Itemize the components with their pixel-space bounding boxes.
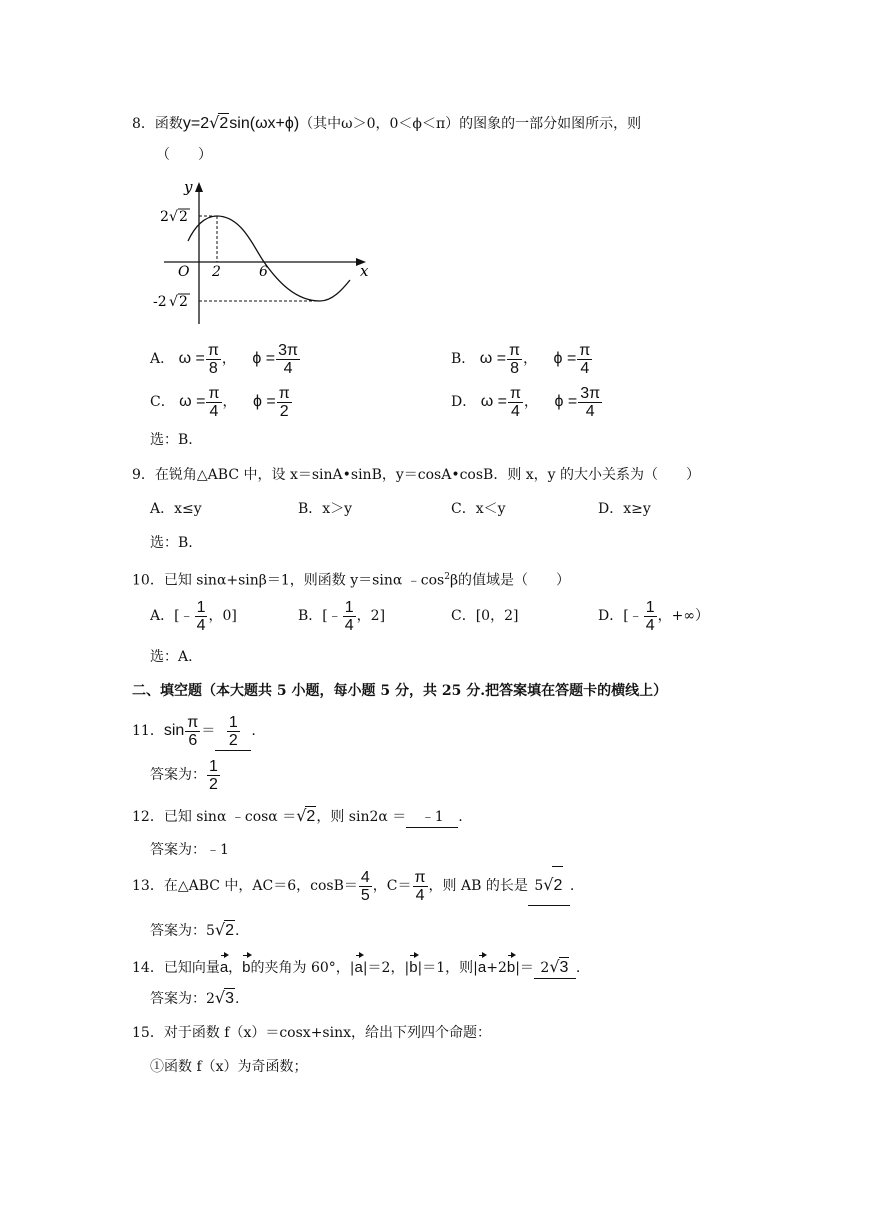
q8-stem: 8．函数y=2√2sin(ωx+ϕ)（其中ω＞0，0＜ϕ＜π）的图象的一部分如图所示，则 [132, 113, 642, 132]
q8-option-d[interactable]: D． ω = $\frac{\pi}{4}$ ， ϕ = $\frac{3\pi}{4}$ [451, 384, 601, 420]
q15-item-1: ①函数 f（x）为奇函数； [150, 1059, 308, 1075]
y-bot-rad: 2 [179, 294, 188, 310]
q12-blank: ﹣1 [406, 807, 458, 828]
q9-stem: 9．在锐角△ABC 中，设 x＝sinA•sinB，y＝cosA•cosB．则 x，y 的大小关系为（ ） [132, 467, 701, 483]
q10-answer: 选：A. [150, 649, 193, 665]
y-axis-arrow [195, 182, 203, 192]
y-bot-sqrt: √ [169, 294, 178, 310]
y-top-coef: 2 [160, 209, 169, 225]
q11-answer: 答案为： $\frac{1}{2}$ [150, 757, 218, 793]
q9-answer: 选：B. [150, 535, 193, 551]
section-heading: 二、填空题（本大题共 5 小题，每小题 5 分，共 25 分.把答案填在答题卡的横线上） [132, 683, 668, 699]
sine-curve [188, 216, 350, 301]
q14-stem: 14．已知向量a，b的夹角为 60°，|a|＝2，|b|＝1，则|a+2b|＝ 2√3 . [132, 954, 580, 979]
y-bot-coef: -2 [153, 294, 167, 310]
x-axis-label: x [360, 262, 369, 280]
q12-stem: 12．已知 sinα ﹣cosα ＝√2，则 sin2α ＝ ﹣1 . [132, 806, 463, 828]
q13-answer: 答案为：5√2. [150, 920, 240, 939]
sqrt: √2 [209, 113, 229, 132]
y-axis-label: y [184, 178, 193, 196]
q13-stem: 13．在△ABC 中，AC＝6，cosB＝ $\frac{4}{5}$ ，C＝ $\frac{\pi}{4}$ ，则 AB 的长是 5√2 . [132, 866, 574, 906]
origin-label: O [178, 264, 190, 280]
q8-paren: （ ） [156, 147, 212, 163]
q11-stem: 11．sin $\frac{\pi}{6}$ ＝ $\frac{1}{2}$ . [132, 712, 256, 751]
q8-answer: 选：B. [150, 432, 193, 448]
q8-option-b[interactable]: B． ω = $\frac{\pi}{8}$ ， ϕ = $\frac{\pi}{4}$ [451, 341, 591, 377]
q10-stem: 10．已知 sinα+sinβ＝1，则函数 y＝sinα $﹣\cos^2\beta$的值域是（ ） [132, 572, 571, 589]
q14-answer: 答案为：2√3. [150, 988, 240, 1007]
q10-option-d[interactable]: D．[﹣ $\frac{1}{4}$ ，+∞） [598, 598, 709, 634]
q14-blank: 2√3 [534, 957, 576, 979]
tick-label-2: 2 [212, 264, 221, 280]
q8-option-a[interactable]: A． ω = $\frac{\pi}{8}$ ， ϕ = $\frac{3\pi}{4}$ [150, 341, 299, 377]
y-top-sqrt: √ [169, 209, 178, 225]
q10-option-c[interactable]: C．[0，2] [451, 608, 519, 624]
q15-stem: 15．对于函数 f（x）＝cosx+sinx，给出下列四个命题： [132, 1025, 491, 1041]
q9-option-c[interactable]: C．x＜y [451, 501, 506, 517]
q9-option-d[interactable]: D．x≥y [598, 501, 651, 517]
q10-option-b[interactable]: B．[﹣ $\frac{1}{4}$ ，2] [298, 598, 386, 634]
tick-label-6: 6 [259, 264, 268, 280]
q8-option-c[interactable]: C． ω = $\frac{\pi}{4}$ ， ϕ = $\frac{\pi}{2}$ [150, 384, 290, 420]
q9-option-b[interactable]: B．x＞y [298, 501, 353, 517]
q10-option-a[interactable]: A．[﹣ $\frac{1}{4}$ ，0] [150, 598, 237, 634]
sine-graph [150, 178, 380, 328]
q12-answer: 答案为：﹣1 [150, 842, 229, 858]
q9-option-a[interactable]: A．x≤y [150, 501, 202, 517]
q13-blank: 5√2 [528, 866, 570, 906]
y-top-rad: 2 [179, 209, 188, 225]
